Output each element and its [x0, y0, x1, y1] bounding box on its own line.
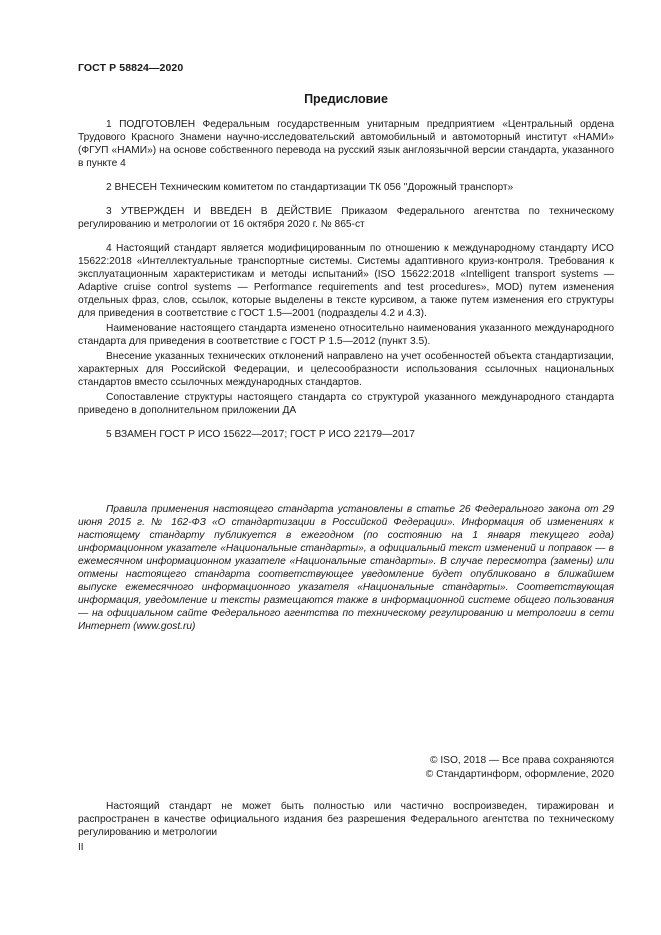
copyright-standartinform: © Стандартинформ, оформление, 2020: [425, 769, 614, 780]
reproduction-notice: [78, 800, 614, 839]
paragraph-introduced: 2 ВНЕСЕН Техническим комитетом по стандартизации ТК 056 "Дорожный транспорт»: [106, 182, 514, 193]
paragraph-replaces: 5 ВЗАМЕН ГОСТ Р ИСО 15622—2017; ГОСТ Р ИСО 22179—2017: [106, 429, 415, 440]
paragraph-title-change: Наименование настоящего стандарта изменено относительно наименования указанного международного стандарта для приведения в соответствие с ГОСТ Р 1.5—2012 (пункт 3.5).: [78, 323, 614, 347]
paragraph-modification: 4 Настоящий стандарт является модифицированным по отношению к международному стандарту ИСО 15622:2018 «Интеллектуальные транспортные системы. Системы адаптивного круиз-контроля. Требования к эксплуатационным характеристикам и методы испытаний» (ISO 15622:2018 «Intelligent transport systems — Adaptive cruise control systems — Performance requirements and test procedures», MOD) путем изменения отдельных фраз, слов, ссылок, которые выделены в тексте курсивом, а также путем изменения его структуры для приведения в соответствие с ГОСТ 1.5—2001 (подразделы 4.2 и 4.3).: [78, 243, 614, 319]
reproduction-text: Настоящий стандарт не может быть полностью или частично воспроизведен, тиражирован и распространен в качестве официального издания без разрешения Федерального агентства по техническому регулированию и метрологии: [78, 801, 614, 838]
copyright-iso: © ISO, 2018 — Все права сохраняются: [430, 755, 614, 766]
paragraph-prepared: 1 ПОДГОТОВЛЕН Федеральным государственным унитарным предприятием «Центральный ордена Трудового Красного Знамени научно-исследовательский автомобильный и автомоторный институт «НАМИ» (ФГУП «НАМИ») на основе собственного перевода на русский язык англоязычной версии стандарта, указанного в пункте 4: [78, 119, 614, 169]
paragraph-approved: 3 УТВЕРЖДЕН И ВВЕДЕН В ДЕЙСТВИЕ Приказом Федерального агентства по техническому регулированию и метрологии от 16 октября 2020 г. № 865-ст: [78, 206, 614, 230]
notice-text: Правила применения настоящего стандарта установлены в статье 26 Федерального закона от 29 июня 2015 г. № 162-ФЗ «О стандартизации в Российской Федерации». Информация об изменениях к настоящему стандарту публикуется в ежегодном (по состоянию на 1 января текущего года) информационном указателе «Национальные стандарты», а официальный текст изменений и поправок — в ежемесячном информационном указателе «Национальные стандарты». В случае пересмотра (замены) или отмены настоящего стандарта соответствующее уведомление будет опубликовано в ближайшем выпуске ежемесячного информационного указателя «Национальные стандарты». Соответствующая информация, уведомление и тексты размещаются также в информационной системе общего пользования — на официальном сайте Федерального агентства по техническому регулированию и метрологии в сети Интернет (www.gost.ru): [78, 504, 614, 632]
copyright-block: [426, 754, 614, 782]
page-title: Предисловие: [304, 92, 388, 106]
paragraph-structure-comparison: Сопоставление структуры настоящего стандарта со структурой указанного международного стандарта приведено в дополнительном приложении ДА: [78, 392, 614, 416]
paragraph-deviations: Внесение указанных технических отклонений направлено на учет особенностей объекта стандартизации, характерных для Российской Федерации, и целесообразности использования ссылочных национальных стандартов вместо ссылочных международных стандартов.: [78, 351, 614, 388]
foreword-body: [78, 118, 614, 441]
application-rules-notice: [78, 503, 614, 633]
page-number: II: [78, 842, 84, 853]
standard-code: ГОСТ Р 58824—2020: [78, 62, 184, 74]
